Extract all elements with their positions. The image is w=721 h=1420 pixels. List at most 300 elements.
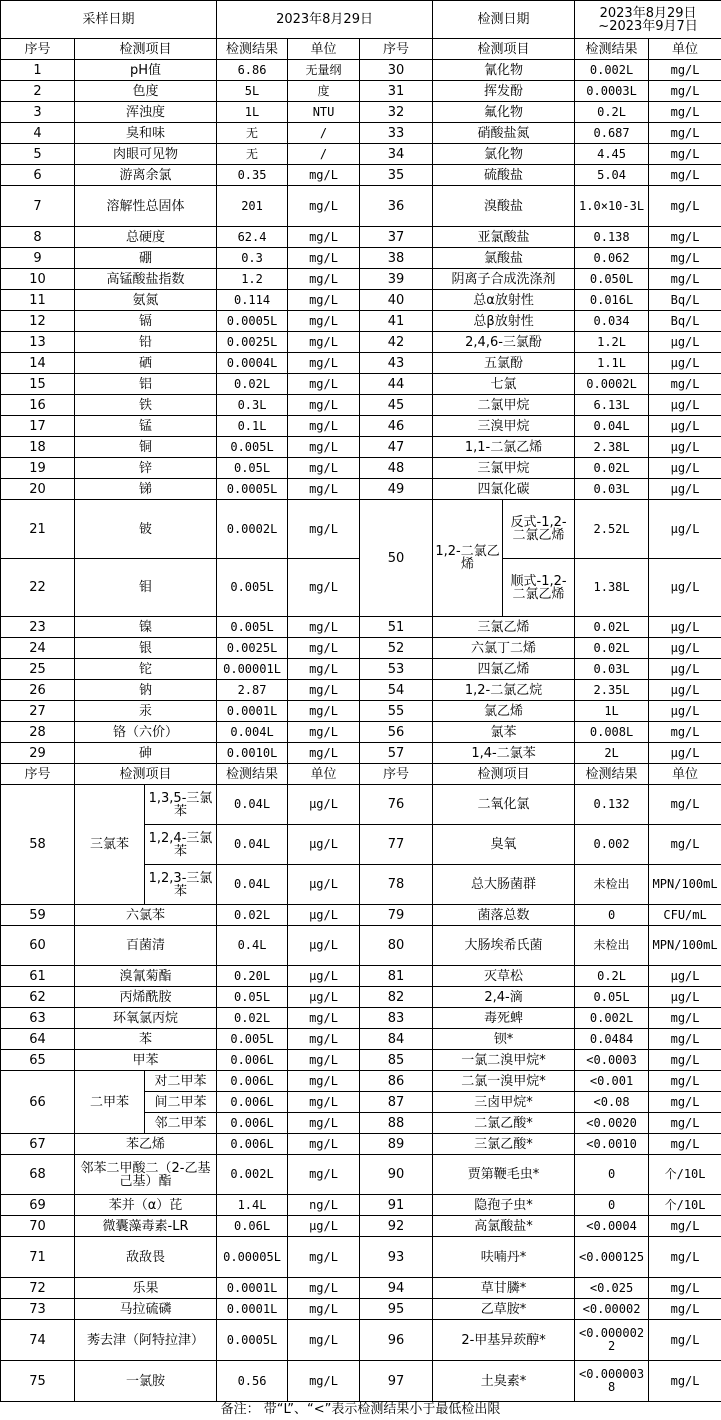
row-number: 95 [360,1299,433,1320]
unit: μg/L [649,701,721,722]
sub-item-name: 1,2,3-三氯苯 [145,865,217,905]
unit: mg/L [288,1299,360,1320]
unit: mg/L [649,1320,721,1361]
row-number: 39 [360,269,433,290]
row-number: 65 [1,1050,75,1071]
row-number: 62 [1,987,75,1008]
result-value: 0.4L [217,926,288,966]
unit: 无量纲 [288,60,360,81]
row-number: 50 [360,500,433,617]
result-value: <0.0003 [575,1050,649,1071]
col-header-no: 序号 [360,764,433,785]
item-name: 铅 [75,332,217,353]
row-number: 5 [1,144,75,165]
row-number: 43 [360,353,433,374]
row-number: 68 [1,1155,75,1195]
row-number: 23 [1,617,75,638]
unit: mg/L [288,1071,360,1092]
row-number: 38 [360,248,433,269]
result-value: 0.006L [217,1134,288,1155]
unit: mg/L [288,638,360,659]
item-name: 臭和味 [75,123,217,144]
item-name: 邻苯二甲酸二（2-乙基己基）酯 [75,1155,217,1195]
sub-item-name: 1,3,5-三氯苯 [145,785,217,825]
result-value: 0.006L [217,1092,288,1113]
table-row [1,416,721,437]
table-row [1,269,721,290]
row-number: 32 [360,102,433,123]
item-name: 挥发酚 [433,81,575,102]
result-value: 0.050L [575,269,649,290]
unit: μg/L [288,865,360,905]
row-number: 86 [360,1071,433,1092]
unit: μg/L [649,479,721,500]
item-name: 百菌清 [75,926,217,966]
item-name: 丙烯酰胺 [75,987,217,1008]
row-number: 80 [360,926,433,966]
table-row [1,1071,721,1092]
row-number: 22 [1,559,75,617]
item-name: 2,4,6-三氯酚 [433,332,575,353]
row-number: 24 [1,638,75,659]
result-value: 0.20L [217,966,288,987]
item-name: 总大肠菌群 [433,865,575,905]
item-name: 氨氮 [75,290,217,311]
row-number: 3 [1,102,75,123]
table-row [1,290,721,311]
item-name: 氯酸盐 [433,248,575,269]
unit: mg/L [288,458,360,479]
row-number: 94 [360,1278,433,1299]
unit: 个/10L [649,1155,721,1195]
unit: μg/L [649,559,721,617]
row-number: 41 [360,311,433,332]
row-number: 33 [360,123,433,144]
row-number: 55 [360,701,433,722]
col-header-unit: 单位 [288,764,360,785]
result-value: 0.04L [217,785,288,825]
item-name: 溴氰菊酯 [75,966,217,987]
table-row [1,926,721,966]
unit: mg/L [288,1008,360,1029]
row-number: 48 [360,458,433,479]
result-value: 0.0010L [217,743,288,764]
row-number: 46 [360,416,433,437]
item-name: 氯乙烯 [433,701,575,722]
item-name: 镍 [75,617,217,638]
row-number: 42 [360,332,433,353]
item-name: 溴酸盐 [433,186,575,227]
table-row [1,1008,721,1029]
row-number: 96 [360,1320,433,1361]
result-value: 0.132 [575,785,649,825]
result-value: 1.38L [575,559,649,617]
unit: ng/L [288,1195,360,1216]
result-value: 2.35L [575,680,649,701]
sampling-date-value: 2023年8月29日 [217,1,433,39]
row-number: 92 [360,1216,433,1237]
unit: μg/L [649,332,721,353]
table-row [1,123,721,144]
col-header-no: 序号 [1,39,75,60]
unit: / [288,144,360,165]
unit: mg/L [288,374,360,395]
result-value: <0.000125 [575,1237,649,1278]
table-row [1,680,721,701]
row-number: 36 [360,186,433,227]
row-number: 44 [360,374,433,395]
result-value: <0.0020 [575,1113,649,1134]
row-number: 7 [1,186,75,227]
unit: mg/L [649,60,721,81]
unit: mg/L [649,1071,721,1092]
item-name: 1,1-二氯乙烯 [433,437,575,458]
col-header-result: 检测结果 [575,764,649,785]
item-name: 四氯乙烯 [433,659,575,680]
unit: μg/L [649,638,721,659]
result-value: 0.114 [217,290,288,311]
unit: mg/L [288,559,360,617]
table-row [1,1320,721,1361]
unit: mg/L [649,722,721,743]
result-value: 0.062 [575,248,649,269]
item-name: 土臭素* [433,1361,575,1402]
item-name: 三卤甲烷* [433,1092,575,1113]
result-value: 0.00005L [217,1237,288,1278]
item-name: 氯化物 [433,144,575,165]
item-name: 硒 [75,353,217,374]
unit: mg/L [649,123,721,144]
table-row [1,374,721,395]
unit: μg/L [649,617,721,638]
item-name: 色度 [75,81,217,102]
result-value: 0.002L [575,60,649,81]
result-value: 0.016L [575,290,649,311]
row-number: 25 [1,659,75,680]
result-value: 0.005L [217,617,288,638]
row-number: 9 [1,248,75,269]
result-value: 0.56 [217,1361,288,1402]
result-value: 0.02L [217,1008,288,1029]
item-name: 游离余氯 [75,165,217,186]
unit: mg/L [288,165,360,186]
table-row [1,1195,721,1216]
table-row [1,1361,721,1402]
result-value: 0.002L [575,1008,649,1029]
table-row [1,395,721,416]
unit: mg/L [288,1029,360,1050]
unit: mg/L [288,437,360,458]
result-value: 0.006L [217,1071,288,1092]
result-value: 0.04L [575,416,649,437]
result-value: <0.0000022 [575,1320,649,1361]
table-row [1,102,721,123]
row-number: 79 [360,905,433,926]
row-number: 71 [1,1237,75,1278]
result-value: 2L [575,743,649,764]
result-value: 无 [217,123,288,144]
unit: NTU [288,102,360,123]
row-number: 93 [360,1237,433,1278]
unit: mg/L [288,248,360,269]
row-number: 52 [360,638,433,659]
result-value: <0.00002 [575,1299,649,1320]
row-number: 16 [1,395,75,416]
table-row [1,1299,721,1320]
sub-item-name: 顺式-1,2-二氯乙烯 [503,559,575,617]
table-row [1,60,721,81]
sampling-date-label: 采样日期 [1,1,217,39]
result-value: 0.3L [217,395,288,416]
item-name: 隐孢子虫* [433,1195,575,1216]
result-value: 0.0484 [575,1029,649,1050]
col-header-result: 检测结果 [217,764,288,785]
unit: μg/L [649,680,721,701]
sub-item-name: 间二甲苯 [145,1092,217,1113]
item-name: 汞 [75,701,217,722]
table-row [1,743,721,764]
unit: mg/L [649,269,721,290]
row-number: 56 [360,722,433,743]
row-number: 54 [360,680,433,701]
unit: mg/L [288,617,360,638]
col-header-no: 序号 [1,764,75,785]
item-name: 氰化物 [433,60,575,81]
item-name: 环氧氯丙烷 [75,1008,217,1029]
row-number: 2 [1,81,75,102]
item-name: 1,2-二氯乙烷 [433,680,575,701]
unit: mg/L [288,1237,360,1278]
result-value: 0.02L [575,617,649,638]
item-name: 亚氯酸盐 [433,227,575,248]
item-name: 敌敌畏 [75,1237,217,1278]
result-value: 0.1L [217,416,288,437]
table-row [1,722,721,743]
item-name: 硼 [75,248,217,269]
result-value: 0.005L [217,1029,288,1050]
unit: mg/L [649,186,721,227]
item-name: 溶解性总固体 [75,186,217,227]
result-value: 1.0×10-3L [575,186,649,227]
result-value: 0.0002L [575,374,649,395]
row-number: 30 [360,60,433,81]
row-number: 20 [1,479,75,500]
table-row [1,1155,721,1195]
table-row [1,81,721,102]
row-number: 40 [360,290,433,311]
result-value: <0.0010 [575,1134,649,1155]
col-header-item: 检测项目 [75,39,217,60]
row-number: 84 [360,1029,433,1050]
unit: mg/L [288,680,360,701]
item-name: 苯 [75,1029,217,1050]
result-value: 1.2L [575,332,649,353]
unit: mg/L [649,1134,721,1155]
item-name: 氟化物 [433,102,575,123]
item-name: 大肠埃希氏菌 [433,926,575,966]
column-header-row [1,39,721,60]
result-value: 62.4 [217,227,288,248]
row-number: 31 [360,81,433,102]
result-value: 2.38L [575,437,649,458]
unit: mg/L [288,500,360,559]
table-row [1,311,721,332]
group-item-name: 1,2-二氯乙烯 [433,500,503,617]
row-number: 35 [360,165,433,186]
date-header-row [1,1,721,39]
unit: μg/L [649,966,721,987]
table-row [1,227,721,248]
result-value: <0.08 [575,1092,649,1113]
result-value: 0.0001L [217,701,288,722]
table-row [1,458,721,479]
row-number: 53 [360,659,433,680]
result-value: 201 [217,186,288,227]
table-row [1,1029,721,1050]
item-name: 臭氧 [433,825,575,865]
item-name: 五氯酚 [433,353,575,374]
unit: mg/L [288,1155,360,1195]
item-name: 灭草松 [433,966,575,987]
unit: mg/L [649,1092,721,1113]
row-number: 49 [360,479,433,500]
unit: mg/L [288,186,360,227]
item-name: 二氯甲烷 [433,395,575,416]
result-value: 0.005L [217,437,288,458]
result-value: 0.0002L [217,500,288,559]
unit: 个/10L [649,1195,721,1216]
row-number: 74 [1,1320,75,1361]
item-name: 总硬度 [75,227,217,248]
result-value: 0.002 [575,825,649,865]
item-name: 二氧化氯 [433,785,575,825]
item-name: 铜 [75,437,217,458]
table-row [1,659,721,680]
unit: μg/L [649,395,721,416]
item-name: 硫酸盐 [433,165,575,186]
item-name: 锰 [75,416,217,437]
result-value: 5L [217,81,288,102]
unit: μg/L [649,987,721,1008]
item-name: 铊 [75,659,217,680]
row-number: 72 [1,1278,75,1299]
item-name: 肉眼可见物 [75,144,217,165]
row-number: 18 [1,437,75,458]
item-name: 二氯乙酸* [433,1113,575,1134]
item-name: 乙草胺* [433,1299,575,1320]
result-value: 0.0025L [217,638,288,659]
item-name: 总α放射性 [433,290,575,311]
unit: mg/L [649,81,721,102]
item-name: 铍 [75,500,217,559]
table-row [1,987,721,1008]
row-number: 28 [1,722,75,743]
item-name: 1,4-二氯苯 [433,743,575,764]
result-value: 0.006L [217,1113,288,1134]
table-row [1,437,721,458]
unit: mg/L [288,353,360,374]
item-name: 三氯乙烯 [433,617,575,638]
unit: mg/L [288,1113,360,1134]
item-name: 六氯苯 [75,905,217,926]
sub-item-name: 反式-1,2-二氯乙烯 [503,500,575,559]
table-row [1,479,721,500]
sub-item-name: 邻二甲苯 [145,1113,217,1134]
row-number: 70 [1,1216,75,1237]
item-name: 铬（六价） [75,722,217,743]
unit: mg/L [649,144,721,165]
item-name: 铝 [75,374,217,395]
item-name: 六氯丁二烯 [433,638,575,659]
unit: mg/L [649,1113,721,1134]
col-header-unit: 单位 [649,764,721,785]
result-value: 0.04L [217,825,288,865]
unit: mg/L [288,290,360,311]
unit: μg/L [288,987,360,1008]
unit: μg/L [649,416,721,437]
row-number: 82 [360,987,433,1008]
item-name: 钼 [75,559,217,617]
unit: μg/L [649,659,721,680]
test-date-value: 2023年8月29日 ~2023年9月7日 [575,1,721,39]
result-value: 0.05L [217,458,288,479]
table-row [1,905,721,926]
result-value: 0.0003L [575,81,649,102]
row-number: 78 [360,865,433,905]
row-number: 85 [360,1050,433,1071]
unit: mg/L [649,1216,721,1237]
row-number: 64 [1,1029,75,1050]
result-value: 0.02L [575,638,649,659]
item-name: 莠去津（阿特拉津） [75,1320,217,1361]
row-number: 76 [360,785,433,825]
item-name: 2-甲基异莰醇* [433,1320,575,1361]
unit: mg/L [649,1237,721,1278]
unit: mg/L [288,311,360,332]
item-name: 高锰酸盐指数 [75,269,217,290]
unit: mg/L [288,1320,360,1361]
unit: μg/L [288,926,360,966]
result-value: 0.687 [575,123,649,144]
result-value: 6.13L [575,395,649,416]
result-value: 0.06L [217,1216,288,1237]
result-value: 0.02L [575,458,649,479]
footnote: 备注： 带“L”、“<”表示检测结果小于最低检出限 [220,1402,501,1417]
row-number: 21 [1,500,75,559]
row-number: 88 [360,1113,433,1134]
result-value: 0.3 [217,248,288,269]
unit: μg/L [649,437,721,458]
result-value: 无 [217,144,288,165]
row-number: 73 [1,1299,75,1320]
group-item-name: 三氯苯 [75,785,145,905]
item-name: 锑 [75,479,217,500]
table-row [1,1278,721,1299]
table-row [1,353,721,374]
unit: mg/L [288,416,360,437]
item-name: 一氯二溴甲烷* [433,1050,575,1071]
unit: mg/L [288,1361,360,1402]
col-header-item: 检测项目 [75,764,217,785]
unit: μg/L [649,743,721,764]
row-number: 97 [360,1361,433,1402]
result-value: 0.002L [217,1155,288,1195]
unit: mg/L [288,1092,360,1113]
unit: MPN/100mL [649,926,721,966]
sub-item-name: 对二甲苯 [145,1071,217,1092]
row-number: 83 [360,1008,433,1029]
item-name: 毒死蜱 [433,1008,575,1029]
